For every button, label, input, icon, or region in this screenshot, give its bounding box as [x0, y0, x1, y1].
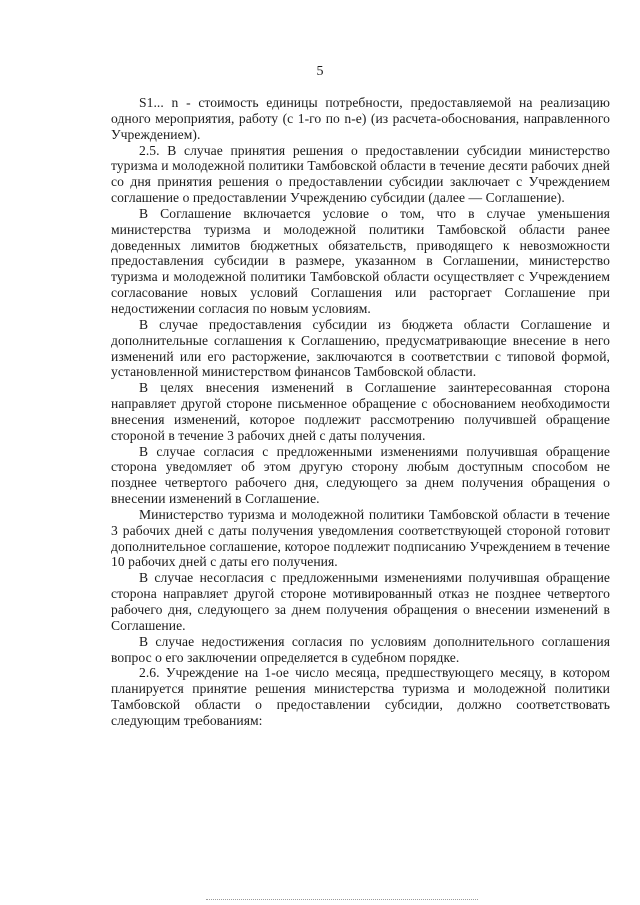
document-body — [111, 95, 610, 729]
paragraph-agreement-condition: В Соглашение включается условие о том, что в случае уменьшения министерства туризма и молодежной политики Тамбовской области ранее доведенных лимитов бюджетных обязательств, приводящего к невозможности предоставления субсидии в размере, указанном в Соглашении, министерство туризма и молодежной политики Тамбовской области осуществляет с Учреждением согласование новых условий Соглашения или расторгает Соглашение при недостижении согласия по новым условиям. — [111, 205, 610, 316]
paragraph-standard-form: В случае предоставления субсидии из бюджета области Соглашение и дополнительные соглашения к Соглашению, предусматривающие внесение в него изменений или его расторжение, заключаются в соответствии с типовой формой, установленной министерством финансов Тамбовской области. — [111, 316, 610, 380]
paragraph-court: В случае недостижения согласия по условиям дополнительного соглашения вопрос о его заключении определяется в судебном порядке. — [111, 633, 610, 665]
paragraph-consent: В случае согласия с предложенными изменениями получившая обращение сторона уведомляет об этом другую сторону любым доступным способом не позднее четвертого рабочего дня, следующего за днем получения обращения о внесении изменений в Соглашение. — [111, 443, 610, 507]
page-number: 5 — [316, 64, 324, 79]
paragraph-additional-agreement: Министерство туризма и молодежной политики Тамбовской области в течение 3 рабочих дней с даты получения уведомления соответствующей стороной готовит дополнительное соглашение, которое подлежит подписанию Учреждением в течение 10 рабочих дней с даты его получения. — [111, 506, 610, 570]
paragraph-2-6: 2.6. Учреждение на 1-ое число месяца, предшествующего месяцу, в котором планируется принятие решения министерства туризма и молодежной политики Тамбовской области о предоставлении субсидии, должно соответствовать следующим требованиям: — [111, 665, 610, 728]
paragraph-s1-definition: S1... n - стоимость единицы потребности, предоставляемой на реализацию одного мероприятия, работу (с 1-го по n-е) (из расчета-обоснования, направленного Учреждением). — [111, 95, 610, 142]
paragraph-refusal: В случае несогласия с предложенными изменениями получившая обращение сторона направляет другой стороне мотивированный отказ не позднее четвертого рабочего дня, следующего за днем получения обращения о внесении изменений в Соглашение. — [111, 570, 610, 633]
footer-rule — [206, 899, 478, 900]
paragraph-amendment-request: В целях внесения изменений в Соглашение заинтересованная сторона направляет другой стороне письменное обращение с обоснованием необходимости внесения изменений, которое подлежит рассмотрению получившей обращение стороной в течение 3 рабочих дней с даты получения. — [111, 380, 610, 443]
paragraph-2-5: 2.5. В случае принятия решения о предоставлении субсидии министерство туризма и молодежной политики Тамбовской области в течение десяти рабочих дней со дня принятия решения о предоставлении субсидии заключает с Учреждением соглашение о предоставлении Учреждению субсидии (далее — Соглашение). — [111, 142, 610, 206]
